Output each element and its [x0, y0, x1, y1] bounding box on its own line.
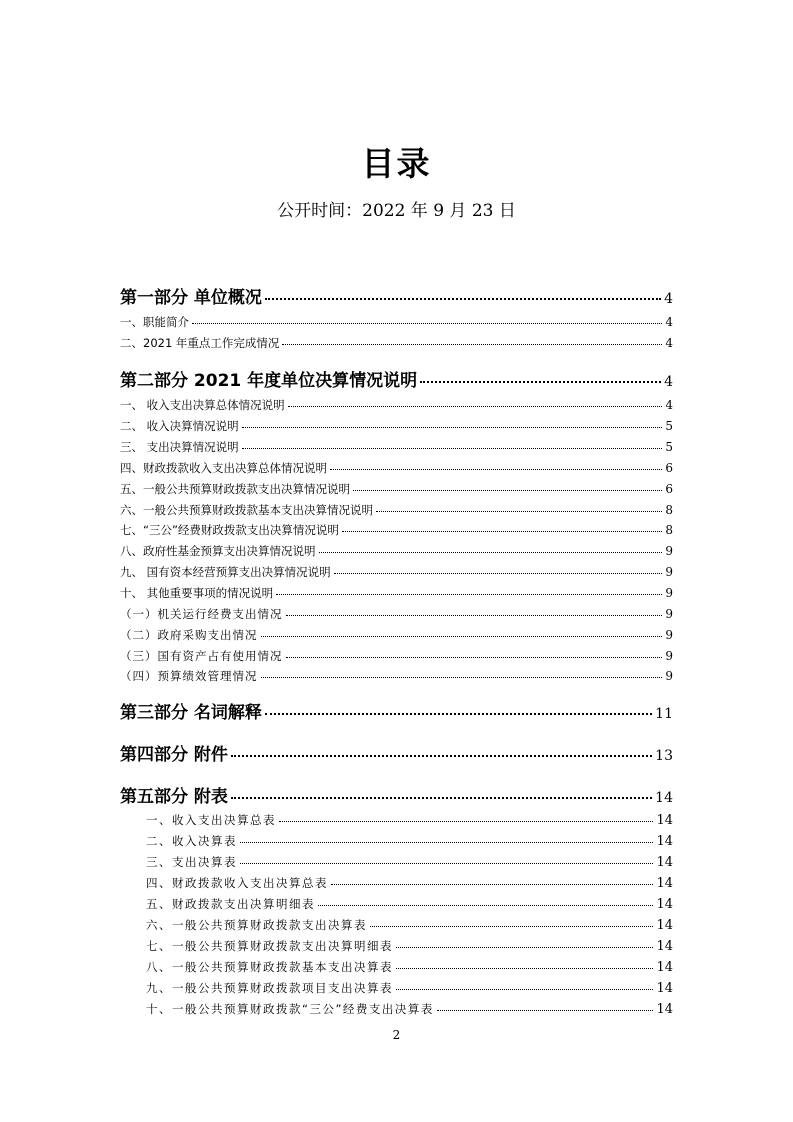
toc-dot-leader: [261, 636, 663, 637]
toc-entry[interactable]: [120, 668, 673, 684]
toc-entry-page: 9: [665, 649, 673, 663]
toc-entry[interactable]: [146, 812, 673, 828]
toc-entry-label: 二、2021 年重点工作完成情况: [120, 336, 280, 350]
toc-entry-page: 4: [665, 315, 673, 329]
toc-entry-label: 六、一般公共预算财政拨款基本支出决算情况说明: [120, 503, 373, 517]
toc-dot-leader: [261, 677, 663, 678]
toc-entry[interactable]: [120, 460, 673, 476]
toc-entry[interactable]: [120, 397, 673, 413]
toc-entry-page: 14: [656, 813, 673, 828]
toc-entry-page: 6: [665, 461, 673, 475]
toc-dot-leader: [286, 615, 663, 616]
toc-entry-label: 第三部分 名词解释: [120, 703, 262, 723]
toc-entry[interactable]: [120, 418, 673, 434]
toc-dot-leader: [331, 884, 653, 885]
toc-dot-leader: [330, 469, 662, 470]
toc-entry[interactable]: [146, 833, 673, 849]
toc-entry-label: 二、收入决算表: [146, 834, 237, 848]
toc-entry-label: 七、“三公”经费财政拨款支出决算情况说明: [120, 523, 339, 537]
toc-dot-leader: [265, 298, 661, 300]
toc-entry-page: 14: [656, 834, 673, 849]
toc-entry-page: 8: [665, 503, 673, 517]
toc-dot-leader: [288, 406, 663, 407]
toc-dot-leader: [279, 821, 653, 822]
toc-entry-page: 4: [664, 374, 673, 390]
toc-entry-page: 14: [656, 960, 673, 975]
toc-dot-leader: [286, 657, 663, 658]
toc-entry-label: 四、财政拨款收入支出决算总体情况说明: [120, 461, 327, 475]
toc-entry-page: 14: [656, 1002, 673, 1017]
toc-entry-page: 8: [665, 523, 673, 537]
toc-entry-label: 三、 支出决算情况说明: [120, 440, 239, 454]
toc-section-entry[interactable]: [120, 366, 673, 391]
toc-entry[interactable]: [146, 917, 673, 933]
toc-entry[interactable]: [120, 648, 673, 664]
toc-dot-leader: [231, 797, 652, 799]
toc-entry-page: 14: [656, 855, 673, 870]
toc-entry[interactable]: [120, 481, 673, 497]
toc-entry[interactable]: [146, 896, 673, 912]
toc-dot-leader: [276, 594, 662, 595]
toc-entry-label: 七、一般公共预算财政拨款支出决算明细表: [146, 939, 393, 953]
toc-dot-leader: [396, 989, 653, 990]
toc-entry[interactable]: [146, 980, 673, 996]
toc-section-entry[interactable]: [120, 740, 673, 765]
toc-entry[interactable]: [146, 1001, 673, 1017]
toc-entry-label: （三）国有资产占有使用情况: [120, 649, 283, 663]
toc-entry-label: 第二部分 2021 年度单位决算情况说明: [120, 371, 418, 391]
toc-dot-leader: [231, 755, 652, 757]
toc-dot-leader: [342, 531, 662, 532]
toc-entry-page: 9: [665, 607, 673, 621]
toc-entry[interactable]: [120, 606, 673, 622]
toc-entry-label: （二）政府采购支出情况: [120, 628, 258, 642]
toc-entry-page: 13: [655, 748, 673, 764]
toc-dot-leader: [240, 863, 653, 864]
toc-entry-page: 9: [665, 586, 673, 600]
toc-dot-leader: [242, 448, 663, 449]
toc-entry-label: （四）预算绩效管理情况: [120, 669, 258, 683]
toc-dot-leader: [192, 323, 662, 324]
toc-entry-label: 十、 其他重要事项的情况说明: [120, 586, 274, 600]
toc-entry[interactable]: [146, 854, 673, 870]
toc-entry[interactable]: [120, 585, 673, 601]
toc-dot-leader: [437, 1010, 654, 1011]
toc-entry-page: 14: [656, 939, 673, 954]
page-title: 目录: [361, 144, 432, 183]
toc-entry-label: 第四部分 附件: [120, 745, 228, 765]
toc-entry[interactable]: [120, 439, 673, 455]
toc-entry-label: 三、支出决算表: [146, 855, 237, 869]
toc-dot-leader: [396, 968, 653, 969]
toc-entry-page: 4: [664, 291, 673, 307]
toc-entry-page: 9: [665, 565, 673, 579]
toc-entry-label: 十、一般公共预算财政拨款“三公”经费支出决算表: [146, 1002, 434, 1016]
toc-dot-leader: [318, 905, 653, 906]
toc-dot-leader: [370, 926, 653, 927]
toc-entry-page: 9: [665, 544, 673, 558]
toc-entry[interactable]: [120, 627, 673, 643]
toc-entry-page: 14: [655, 790, 673, 806]
toc-entry-label: 一、收入支出决算总表: [146, 813, 276, 827]
toc-entry-label: 九、 国有资本经营预算支出决算情况说明: [120, 565, 331, 579]
toc-entry[interactable]: [120, 314, 673, 330]
toc-dot-leader: [353, 490, 662, 491]
toc-section-entry[interactable]: [120, 782, 673, 807]
toc-dot-leader: [242, 427, 663, 428]
toc-entry-label: （一）机关运行经费支出情况: [120, 607, 283, 621]
toc-dot-leader: [282, 344, 662, 345]
toc-entry[interactable]: [120, 564, 673, 580]
toc-entry-page: 6: [665, 482, 673, 496]
toc-entry-page: 14: [656, 918, 673, 933]
toc-entry-page: 9: [665, 628, 673, 642]
toc-entry-label: 九、一般公共预算财政拨款项目支出决算表: [146, 981, 393, 995]
toc-entry-page: 4: [665, 336, 673, 350]
toc-entry-page: 14: [656, 897, 673, 912]
toc-entry-label: 八、政府性基金预算支出决算情况说明: [120, 544, 316, 558]
toc-section-entry[interactable]: [120, 698, 673, 723]
toc-entry-label: 一、 收入支出决算总体情况说明: [120, 398, 285, 412]
toc-entry-label: 四、财政拨款收入支出决算总表: [146, 876, 328, 890]
toc-entry[interactable]: [120, 522, 673, 538]
toc-entry-label: 一、职能简介: [120, 315, 189, 329]
toc-entry[interactable]: [120, 543, 673, 559]
toc-entry-page: 4: [665, 398, 673, 412]
toc-entry-label: 五、财政拨款支出决算明细表: [146, 897, 315, 911]
toc-entry-page: 9: [665, 669, 673, 683]
toc-entry-page: 14: [656, 876, 673, 891]
toc-dot-leader: [420, 381, 661, 383]
toc-entry-label: 五、一般公共预算财政拨款支出决算情况说明: [120, 482, 350, 496]
toc-section-entry[interactable]: [120, 283, 673, 308]
toc-entry[interactable]: [120, 335, 673, 351]
toc-entry-label: 六、一般公共预算财政拨款支出决算表: [146, 918, 367, 932]
footer-page-number: 2: [392, 1028, 401, 1042]
toc-entry-page: 14: [656, 981, 673, 996]
toc-entry-page: 5: [665, 440, 673, 454]
toc-entry-page: 11: [655, 706, 673, 722]
toc-entry-label: 八、一般公共预算财政拨款基本支出决算表: [146, 960, 393, 974]
toc-entry[interactable]: [146, 959, 673, 975]
toc-entry-label: 第五部分 附表: [120, 787, 228, 807]
publish-time: 公开时间：2022 年 9 月 23 日: [277, 201, 516, 221]
toc-entry[interactable]: [120, 502, 673, 518]
toc-dot-leader: [319, 552, 663, 553]
toc-dot-leader: [396, 947, 653, 948]
toc-dot-leader: [240, 842, 653, 843]
toc-entry-label: 第一部分 单位概况: [120, 288, 262, 308]
toc-dot-leader: [334, 573, 663, 574]
toc-entry-page: 5: [665, 419, 673, 433]
toc-entry[interactable]: [146, 875, 673, 891]
toc-entry[interactable]: [146, 938, 673, 954]
toc-dot-leader: [376, 511, 662, 512]
toc-dot-leader: [265, 713, 652, 715]
toc-entry-label: 二、 收入决算情况说明: [120, 419, 239, 433]
